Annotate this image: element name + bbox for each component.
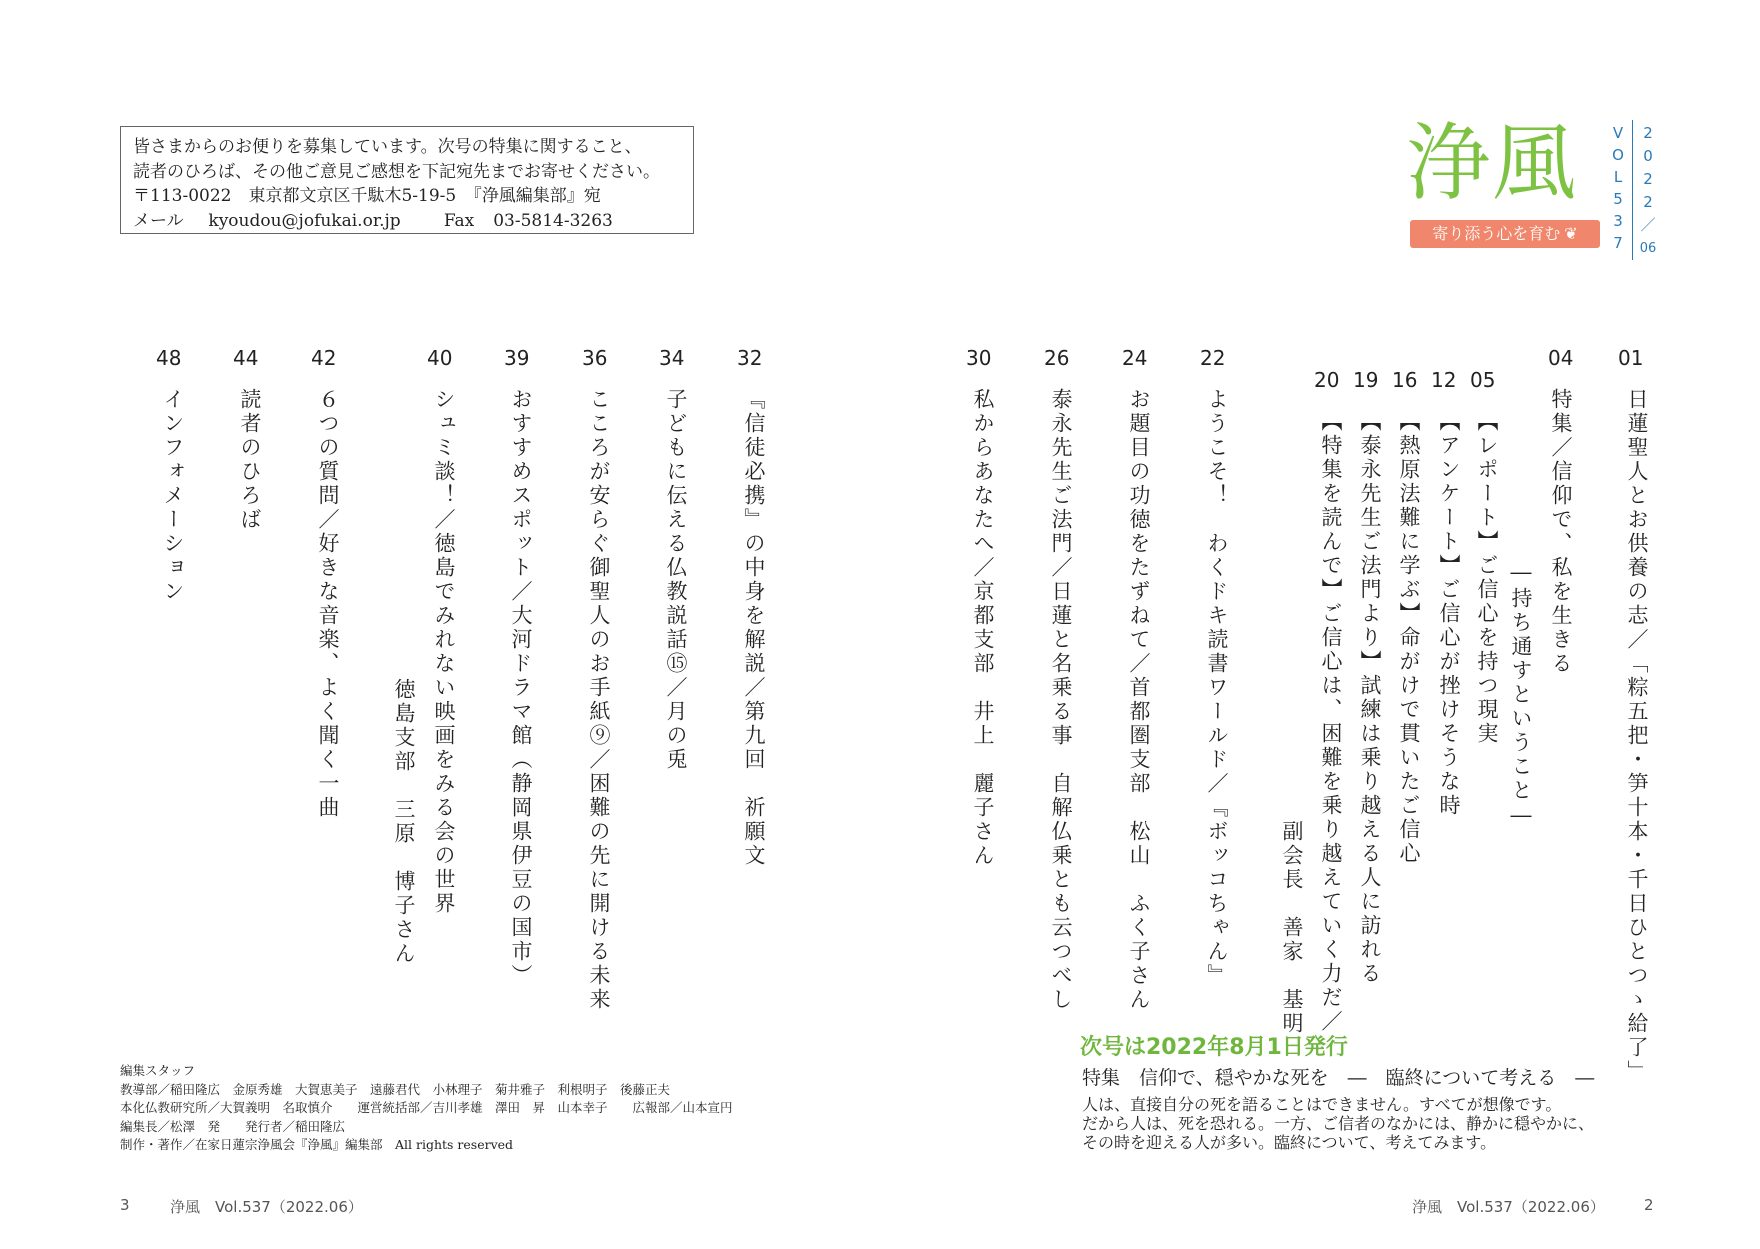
- staff-line: 編集長／松澤 発 発行者／稲田隆広: [120, 1118, 346, 1134]
- toc-page-number: 44: [233, 346, 259, 370]
- logo-tagline-band: [1410, 220, 1600, 248]
- toc-entry-title: 子どもに伝える仏教説話⑮／月の兎: [664, 388, 688, 772]
- logo-divider: [1632, 120, 1633, 260]
- submission-notice-box: [120, 126, 694, 234]
- editorial-staff-credits: [120, 1062, 733, 1155]
- toc-page-number: 39: [504, 346, 530, 370]
- toc-entry-title: おすすめスポット／大河ドラマ館（静岡県伊豆の国市）: [509, 388, 533, 988]
- toc-entry-title: 私からあなたへ／京都支部 井上 麗子さん: [971, 388, 995, 868]
- volume-number: VOL537: [1609, 124, 1627, 256]
- next-issue-line: その時を迎える人が多い。臨終について、考えてみます。: [1082, 1133, 1497, 1152]
- toc-entry-title: お題目の功徳をたずねて／首都圏支部 松山 ふく子さん: [1127, 388, 1151, 1012]
- toc-entry-title: 泰永先生ご法門／日蓮と名乗る事 自解仏乗とも云つべし: [1049, 388, 1073, 1012]
- staff-line: 制作・著作／在家日蓮宗浄風会『浄風』編集部 All rights reserved: [120, 1137, 514, 1152]
- left-running-footer: 浄風 Vol.537（2022.06）: [170, 1198, 363, 1216]
- toc-page-number: 36: [582, 346, 608, 370]
- notice-line-2: 読者のひろば、その他ご意見ご感想を下記宛先までお寄せください。: [133, 161, 660, 182]
- next-issue-heading: 次号は2022年8月1日発行: [1080, 1035, 1348, 1060]
- fax-number: 03-5814-3263: [493, 210, 613, 231]
- toc-entry-title: ６つの質問／好きな音楽、よく聞く一曲: [316, 388, 340, 820]
- fax-label: Fax: [443, 210, 475, 231]
- toc-entry-title: ようこそ！ わくドキ読書ワールド／『ボッコちゃん』: [1205, 388, 1229, 988]
- toc-page-number: 01: [1618, 346, 1644, 370]
- toc-page-number: 22: [1200, 346, 1226, 370]
- toc-entry-title: 日蓮聖人とお供養の志／「粽五把・笋十本・千日ひとつゝ給了」: [1625, 388, 1649, 1084]
- toc-page-number: 16: [1392, 368, 1418, 392]
- issue-month: 06: [1639, 241, 1657, 256]
- year-digit: 2: [1643, 124, 1653, 142]
- sprout-icon: ❦: [1564, 224, 1578, 243]
- staff-line: 本化仏教研究所／大賀義明 名取慎介 運営統括部／吉川孝雄 澤田 昇 山本幸子 広報部／山本宣円: [120, 1100, 733, 1115]
- toc-page-number: 04: [1548, 346, 1574, 370]
- toc-entry-title: インフォメーション: [161, 388, 185, 604]
- toc-entry-title: 特集／信仰で、私を生きる: [1549, 388, 1573, 676]
- toc-entry-title: 読者のひろば: [238, 388, 262, 532]
- toc-page-number: 40: [427, 346, 453, 370]
- right-running-footer: 浄風 Vol.537（2022.06）: [1412, 1198, 1605, 1216]
- next-issue-line: 人は、直接自分の死を語ることはできません。すべてが想像です。: [1082, 1095, 1562, 1114]
- next-issue-line: だから人は、死を恐れる。一方、ご信者のなかには、静かに穏やかに、: [1082, 1114, 1595, 1133]
- toc-entry-title: 【泰永先生ご法門より】試練は乗り越える人に訪れる: [1358, 410, 1382, 986]
- toc-entry-title: 【特集を読んで】ご信心は、困難を乗り越えていく力だ／: [1319, 410, 1343, 1034]
- notice-line-1: 皆さまからのお便りを募集しています。次号の特集に関すること、: [133, 137, 642, 157]
- mail-label: メール: [133, 210, 184, 231]
- toc-entry-title: シュミ談！／徳島でみれない映画をみる会の世界: [432, 388, 456, 916]
- right-page-number: 2: [1644, 1196, 1654, 1214]
- toc-entry-title: 【アンケート】ご信心が挫けそうな時: [1437, 410, 1461, 818]
- toc-page-number: 34: [659, 346, 685, 370]
- toc-entry-title: 【レポート】ご信心を持つ現実: [1475, 410, 1499, 746]
- staff-title: 編集スタッフ: [120, 1063, 196, 1078]
- toc-entry-subtitle: 徳島支部 三原 博子さん: [392, 678, 416, 966]
- toc-page-number: 24: [1122, 346, 1148, 370]
- year-digit: 0: [1643, 147, 1653, 165]
- toc-page-number: 32: [737, 346, 763, 370]
- toc-entry-subtitle: 副会長 善家 基明: [1280, 820, 1304, 1036]
- toc-entry-title: 『信徒必携』の中身を解説／第九回 祈願文: [742, 388, 766, 868]
- toc-page-number: 30: [966, 346, 992, 370]
- logo-tagline: 寄り添う心を育む: [1432, 224, 1561, 243]
- toc-entry-title: 【熱原法難に学ぶ】命がけで貫いたご信心: [1397, 410, 1421, 866]
- toc-page-number: 12: [1431, 368, 1457, 392]
- notice-address: 〒113-0022 東京都文京区千駄木5-19-5 『浄風編集部』宛: [133, 186, 601, 206]
- magazine-logo-title: 浄風: [1406, 114, 1579, 212]
- toc-page-number: 42: [311, 346, 337, 370]
- toc-entry-subtitle: ―持ち通すということ―: [1509, 560, 1533, 830]
- date-slash: ／: [1640, 216, 1656, 234]
- toc-page-number: 19: [1353, 368, 1379, 392]
- year-digit: 2: [1643, 193, 1653, 211]
- year-digit: 2: [1643, 170, 1653, 188]
- issue-date: [1636, 122, 1660, 260]
- toc-page-number: 20: [1314, 368, 1340, 392]
- next-issue-description: [1082, 1095, 1662, 1152]
- next-issue-feature: 特集 信仰で、穏やかな死を ― 臨終について考える ―: [1082, 1067, 1595, 1089]
- mail-address: kyoudou@jofukai.or.jp: [208, 210, 401, 231]
- toc-page-number: 26: [1044, 346, 1070, 370]
- toc-page-number: 05: [1470, 368, 1496, 392]
- toc-entry-title: こころが安らぐ御聖人のお手紙⑨／困難の先に開ける未来: [587, 388, 611, 1012]
- notice-contact: [133, 209, 681, 234]
- toc-page-number: 48: [156, 346, 182, 370]
- left-page-number: 3: [120, 1196, 130, 1214]
- staff-line: 教導部／稲田隆広 金原秀雄 大賀恵美子 遠藤君代 小林理子 菊井雅子 利根明子 後藤正夫: [120, 1081, 671, 1097]
